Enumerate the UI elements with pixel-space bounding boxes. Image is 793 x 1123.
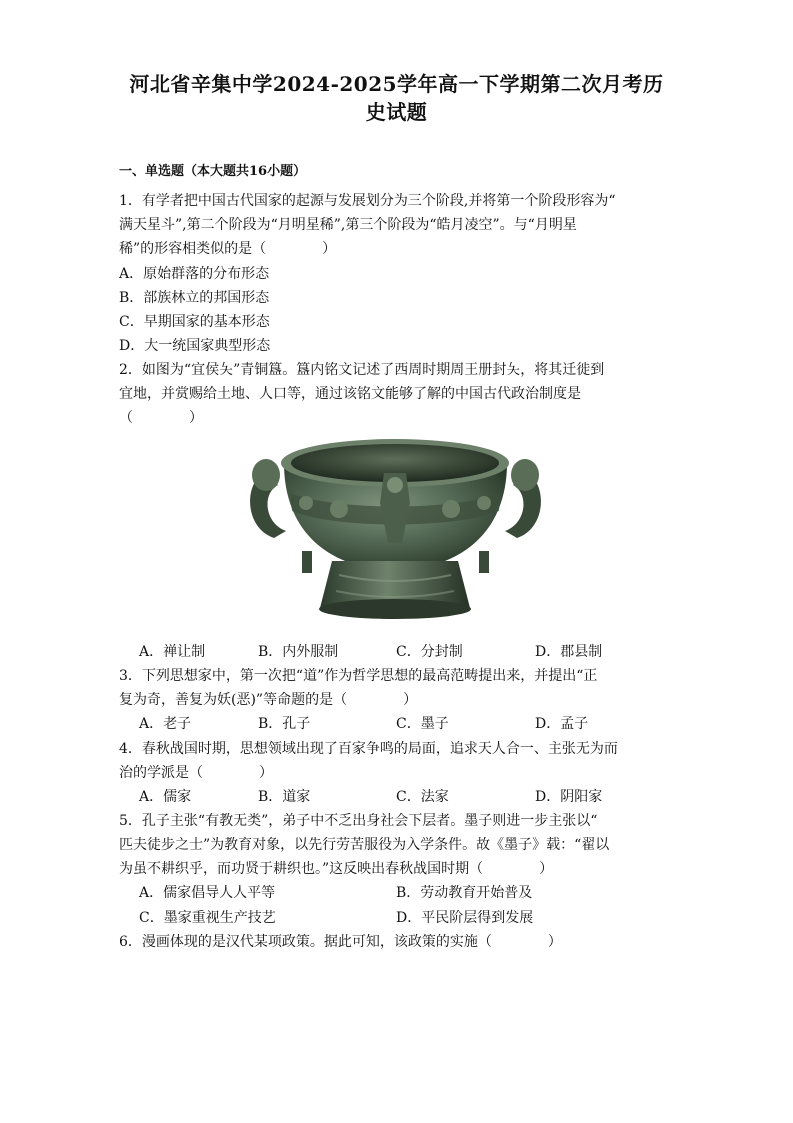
- q4-option-b: B．道家: [258, 789, 311, 805]
- q2-option-a: A．禅让制: [139, 644, 206, 660]
- q4-option-d: D．阴阳家: [535, 789, 603, 805]
- q3-option-c: C．墨子: [396, 716, 449, 732]
- q2-option-b: B．内外服制: [258, 644, 339, 660]
- q1-stem-line1: 1．有学者把中国古代国家的起源与发展划分为三个阶段,并将第一个阶段形容为“: [119, 193, 616, 209]
- q3-option-a: A．老子: [139, 716, 192, 732]
- q2-stem-line3: （ ）: [119, 410, 203, 426]
- exam-title-line1: 河北省辛集中学2024-2025学年高一下学期第二次月考历: [129, 72, 664, 96]
- q5-option-b: B．劳动教育开始普及: [396, 885, 533, 901]
- q1-stem-line3: 稀”的形容相类似的是（ ）: [119, 241, 337, 257]
- q4-stem-line2: 治的学派是（ ）: [119, 765, 273, 781]
- q1-option-b: B．部族林立的邦国形态: [119, 290, 270, 306]
- q2-stem-line2: 宜地，并赏赐给土地、人口等，通过该铭文能够了解的中国古代政治制度是: [119, 386, 581, 402]
- q1-stem-line2: 满天星斗”,第二个阶段为“月明星稀”,第三个阶段为“皓月凌空”。与“月明星: [119, 217, 577, 233]
- q3-stem-line1: 3．下列思想家中，第一次把“道”作为哲学思想的最高范畴提出来，并提出“正: [119, 668, 598, 684]
- q5-stem-line2: 匹夫徒步之士”为教育对象，以先行劳苦服役为入学条件。故《墨子》载：“翟以: [119, 837, 610, 853]
- q5-stem-line3: 为虽不耕织乎，而功贤于耕织也。”这反映出春秋战国时期（ ）: [119, 861, 554, 877]
- q3-stem-line2: 复为奇，善复为妖(恶)”等命题的是（ ）: [119, 692, 418, 708]
- exam-title-line2: 史试题: [365, 100, 428, 124]
- q5-option-d: D．平民阶层得到发展: [396, 910, 534, 926]
- q1-option-d: D．大一统国家典型形态: [119, 338, 271, 354]
- q5-stem-line1: 5．孔子主张“有教无类”，弟子中不乏出身社会下层者。墨子则进一步主张以“: [119, 813, 598, 829]
- section-heading: 一、单选题（本大题共16小题）: [119, 164, 307, 179]
- q3-option-b: B．孔子: [258, 716, 311, 732]
- q4-option-c: C．法家: [396, 789, 449, 805]
- q5-option-a: A．儒家倡导人人平等: [139, 885, 276, 901]
- q2-option-c: C．分封制: [396, 644, 463, 660]
- q1-option-c: C．早期国家的基本形态: [119, 314, 270, 330]
- q1-option-a: A．原始群落的分布形态: [119, 266, 270, 282]
- q2-option-d: D．郡县制: [535, 644, 603, 660]
- q4-stem-line1: 4．春秋战国时期，思想领域出现了百家争鸣的局面，追求天人合一、主张无为而: [119, 741, 618, 757]
- q3-option-d: D．孟子: [535, 716, 589, 732]
- q6-stem-line1: 6．漫画体现的是汉代某项政策。据此可知，该政策的实施（ ）: [119, 934, 562, 950]
- q4-option-a: A．儒家: [139, 789, 192, 805]
- bronze-gui-vessel-image: [244, 433, 547, 629]
- q5-option-c: C．墨家重视生产技艺: [139, 910, 276, 926]
- q2-stem-line1: 2．如图为“宜侯夨”青铜簋。簋内铭文记述了西周时期周王册封夨，将其迁徙到: [119, 362, 605, 378]
